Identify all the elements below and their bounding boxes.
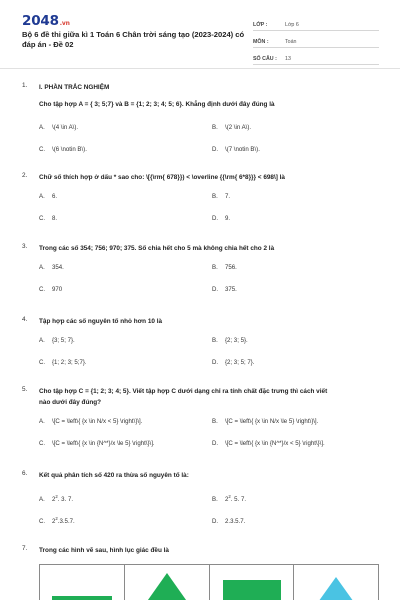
option-text: 756. bbox=[225, 264, 237, 271]
option-letter: C. bbox=[39, 215, 46, 222]
option-letter: A. bbox=[39, 496, 45, 503]
question-number: 2. bbox=[22, 172, 28, 179]
document-header bbox=[0, 0, 400, 66]
answer-option-b[interactable] bbox=[212, 124, 251, 131]
option-text: 8. bbox=[52, 215, 58, 222]
rhombus-icon bbox=[294, 565, 378, 600]
question-text: Tập hợp các số nguyên tố nhỏ hơn 10 là bbox=[39, 318, 163, 325]
header-divider bbox=[0, 68, 400, 69]
answer-option-c[interactable] bbox=[39, 440, 155, 447]
answer-option-a[interactable] bbox=[39, 494, 73, 503]
shape-cell-d[interactable] bbox=[294, 565, 378, 600]
option-text: \[C = \left\{ {x \in {N^*}/x \le 5} \right\}\]. bbox=[52, 440, 155, 447]
option-letter: C. bbox=[39, 146, 46, 153]
answer-option-a[interactable] bbox=[39, 193, 57, 200]
shape-cell-a[interactable] bbox=[40, 565, 125, 600]
option-text: \[C = \left\{ {x \in N/x \le 5} \right\}\]. bbox=[225, 418, 319, 425]
meta-value: Toán bbox=[285, 39, 297, 45]
option-text-sup: 2 bbox=[55, 494, 58, 499]
option-text: 9. bbox=[225, 215, 231, 222]
question-number: 5. bbox=[22, 386, 28, 393]
answer-option-c[interactable] bbox=[39, 516, 75, 525]
meta-count-row bbox=[253, 48, 379, 65]
question-number: 1. bbox=[22, 82, 28, 89]
option-text: {2; 3; 5}. bbox=[225, 337, 248, 344]
question-text: Trong các số 354; 756; 970; 375. Số chia hết cho 5 mà không chia hết cho 2 là bbox=[39, 245, 275, 252]
rectangle-icon bbox=[40, 565, 124, 600]
answer-option-b[interactable] bbox=[212, 494, 246, 503]
answer-option-a[interactable] bbox=[39, 264, 64, 271]
option-letter: B. bbox=[212, 418, 218, 425]
answer-option-c[interactable] bbox=[39, 286, 62, 293]
answer-option-d[interactable] bbox=[212, 215, 230, 222]
document-meta bbox=[253, 14, 379, 65]
option-text: 354. bbox=[52, 264, 64, 271]
answer-option-d[interactable] bbox=[212, 440, 325, 447]
meta-class-row bbox=[253, 14, 379, 31]
option-letter: C. bbox=[39, 440, 46, 447]
square-icon bbox=[210, 565, 294, 600]
question-number: 7. bbox=[22, 545, 28, 552]
answer-option-d[interactable] bbox=[212, 146, 260, 153]
option-letter: B. bbox=[212, 264, 218, 271]
shape-cell-c[interactable] bbox=[210, 565, 295, 600]
question-text: Cho tập hợp A = { 3; 5;7} và B = {1; 2; 3; 4; 5; 6}. Khẳng định dưới đây đúng là bbox=[39, 101, 275, 108]
option-letter: D. bbox=[212, 215, 219, 222]
answer-option-a[interactable] bbox=[39, 124, 78, 131]
option-text-sup: 2 bbox=[228, 494, 231, 499]
answer-option-d[interactable] bbox=[212, 516, 245, 525]
option-text: {1; 2; 3; 5;7}. bbox=[52, 359, 87, 366]
option-letter: D. bbox=[212, 286, 219, 293]
option-text: \(4 \in A\). bbox=[52, 124, 79, 131]
option-text-post: . 5. 7. bbox=[230, 496, 247, 503]
answer-option-c[interactable] bbox=[39, 215, 57, 222]
option-text-post: .3.5.7. bbox=[57, 518, 75, 525]
option-letter: C. bbox=[39, 286, 46, 293]
meta-label: MÔN : bbox=[253, 39, 269, 45]
option-letter: A. bbox=[39, 124, 45, 131]
option-letter: C. bbox=[39, 518, 46, 525]
option-letter: D. bbox=[212, 440, 219, 447]
question-text: Trong các hình vẽ sau, hình lục giác đều là bbox=[39, 547, 169, 554]
question-number: 6. bbox=[22, 470, 28, 477]
option-letter: D. bbox=[212, 146, 219, 153]
question-text: Kết quả phân tích số 420 ra thừa số nguyên tố là: bbox=[39, 472, 189, 479]
shape-cell-b[interactable] bbox=[125, 565, 210, 600]
answer-option-b[interactable] bbox=[212, 337, 248, 344]
meta-label: LỚP : bbox=[253, 22, 268, 28]
question-text: nào dưới đây đúng? bbox=[39, 399, 102, 406]
question-number: 3. bbox=[22, 243, 28, 250]
option-letter: B. bbox=[212, 124, 218, 131]
option-letter: D. bbox=[212, 359, 219, 366]
answer-option-d[interactable] bbox=[212, 286, 237, 293]
option-text: 6. bbox=[52, 193, 58, 200]
option-letter: B. bbox=[212, 496, 218, 503]
option-text-pre: 2 bbox=[52, 496, 56, 503]
option-letter: C. bbox=[39, 359, 46, 366]
option-letter: D. bbox=[212, 518, 219, 525]
option-letter: A. bbox=[39, 264, 45, 271]
meta-label: SỐ CÂU : bbox=[253, 56, 277, 62]
question-number: 4. bbox=[22, 316, 28, 323]
option-letter: A. bbox=[39, 418, 45, 425]
option-letter: B. bbox=[212, 193, 218, 200]
option-text: 970 bbox=[52, 286, 63, 293]
option-letter: A. bbox=[39, 337, 45, 344]
option-text: 7. bbox=[225, 193, 231, 200]
question-text: Chữ số thích hợp ở dấu * sao cho: \[{\rm{ 678}}) < \overline {{\rm{ 6*8}}} < 698\] là bbox=[39, 174, 285, 181]
option-text-post: . 3. 7. bbox=[57, 496, 74, 503]
answer-option-b[interactable] bbox=[212, 264, 237, 271]
question-text: Cho tập hợp C = {1; 2; 3; 4; 5}. Viết tập hợp C dưới dạng chỉ ra tính chất đặc trưng thì cách viết bbox=[39, 388, 328, 395]
triangle-icon bbox=[125, 565, 209, 600]
option-letter: B. bbox=[212, 337, 218, 344]
meta-subject-row bbox=[253, 31, 379, 48]
answer-option-a[interactable] bbox=[39, 418, 142, 425]
option-text: 375. bbox=[225, 286, 237, 293]
option-text: \(7 \notin B\). bbox=[225, 146, 260, 153]
site-logo[interactable]: 2048.vn bbox=[22, 13, 70, 29]
answer-option-b[interactable] bbox=[212, 193, 230, 200]
answer-option-b[interactable] bbox=[212, 418, 318, 425]
section-heading: I. PHẦN TRẮC NGHIỆM bbox=[39, 84, 110, 91]
answer-option-d[interactable] bbox=[212, 359, 254, 366]
option-text: \(6 \notin B\). bbox=[52, 146, 87, 153]
answer-option-c[interactable] bbox=[39, 146, 87, 153]
option-text: \[C = \left\{ {x \in {N^*}/x < 5} \right\}\]. bbox=[225, 440, 325, 447]
option-text: \(2 \in A\). bbox=[225, 124, 252, 131]
option-text: {3; 5; 7}. bbox=[52, 337, 75, 344]
option-text-pre: 2 bbox=[52, 518, 56, 525]
answer-option-c[interactable] bbox=[39, 359, 87, 366]
option-text-pre: 2 bbox=[225, 496, 229, 503]
document-title: Bộ 6 đề thi giữa kì 1 Toán 6 Chân trời sáng tạo (2023-2024) có đáp án - Đề 02 bbox=[22, 30, 245, 49]
option-letter: A. bbox=[39, 193, 45, 200]
option-text-sup: 2 bbox=[55, 516, 58, 521]
option-text-post: 2.3.5.7. bbox=[225, 518, 246, 525]
meta-value: 13 bbox=[285, 56, 291, 62]
option-text: \[C = \left\{ {x \in N/x < 5} \right\}\]. bbox=[52, 418, 143, 425]
shape-choices bbox=[39, 564, 379, 600]
option-text: {2; 3; 5; 7}. bbox=[225, 359, 255, 366]
answer-option-a[interactable] bbox=[39, 337, 75, 344]
meta-value: Lớp 6 bbox=[285, 22, 299, 28]
